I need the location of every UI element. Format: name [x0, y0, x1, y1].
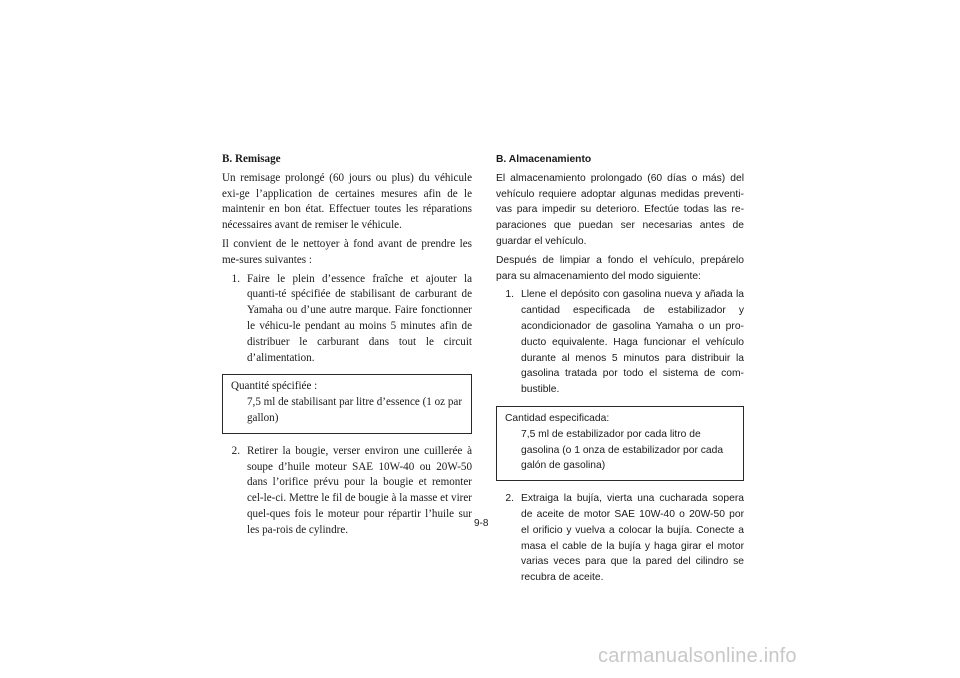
step-number: 1.: [231, 272, 240, 285]
spec-value-fr: 7,5 ml de stabilisant par litre d’essence (1 oz par gallon): [247, 396, 463, 424]
french-column: [222, 152, 472, 539]
list-item-es-step-1: [496, 287, 744, 398]
spec-value-es: 7,5 ml de estabilizador por cada litro de gasolina (o 1 onza de estabilizador por cada galón de gasolina): [521, 428, 724, 472]
step-text: Extraiga la bujía, vierta una cucharada sopera de aceite de motor SAE 10W-40 o 20W-50 por el orificio y vuelva a colocar la bujía. Conecte a masa el cable de la bujía y haga girar el motor varias veces para que la pared del cilindro se recubra de aceite.: [521, 493, 744, 584]
paragraph-fr-intro: Un remisage prolongé (60 jours ou plus) du véhicule exi-ge l’application de certaines mesures afin de le maintenir en bon état. Effectuer toutes les réparations nécessaires avant de remiser le véhicule.: [222, 171, 472, 232]
watermark: carmanualsonline.info: [598, 645, 797, 667]
paragraph-es-intro: El almacenamiento prolongado (60 días o más) del vehículo requiere adoptar algunas medidas preventi-vas para impedir su deterioro. Efectúe todas las re-paraciones que puedan ser necesarias antes de guardar el vehículo.: [496, 172, 744, 247]
step-text: Faire le plein d’essence fraîche et ajouter la quanti-té spécifiée de stabilisant de carburant de Yamaha ou d’une autre marque. Faire fonctionner le véhicu-le pendant au moins 5 minutes afin de distribuer le carburant dans tout le circuit d’alimentation.: [247, 272, 472, 364]
section-heading-fr: B. Remisage: [222, 153, 281, 165]
spec-title-fr: Quantité spécifiée :: [231, 380, 318, 393]
paragraph-fr-steps-intro: Il convient de le nettoyer à fond avant de prendre les me-sures suivantes :: [222, 237, 472, 266]
list-item-fr-step-2: [222, 444, 472, 539]
page-number: 9-8: [474, 518, 489, 529]
spec-box-es: [496, 406, 744, 481]
step-text: Llene el depósito con gasolina nueva y añada la cantidad especificada de estabilizador y acondicionador de gasolina Yamaha o un pro-ducto equivalente. Haga funcionar el vehículo durante al menos 5 minutos para distribuir la gasolina tratada por todo el sistema de com-bustible.: [521, 289, 744, 396]
spanish-column: [496, 152, 744, 586]
step-number: 2.: [505, 493, 514, 505]
list-item-es-step-2: [496, 491, 744, 586]
list-item-fr-step-1: [222, 272, 472, 367]
step-number: 1.: [505, 289, 514, 301]
section-heading-es: B. Almacenamiento: [496, 154, 592, 165]
step-text: Retirer la bougie, verser environ une cuillerée à soupe d’huile moteur SAE 10W-40 ou 20W-50 dans l’orifice prévu pour la bougie et remonter cel-le-ci. Mettre le fil de bougie à la masse et virer quel-ques fois le moteur pour répartir l’huile sur les pa-rois de cylindre.: [247, 444, 472, 536]
spec-box-fr: [222, 374, 472, 433]
step-number: 2.: [231, 444, 240, 457]
paragraph-es-steps-intro: Después de limpiar a fondo el vehículo, prepárelo para su almacenamiento del modo siguiente:: [496, 254, 744, 282]
spec-title-es: Cantidad especificada:: [505, 412, 610, 424]
